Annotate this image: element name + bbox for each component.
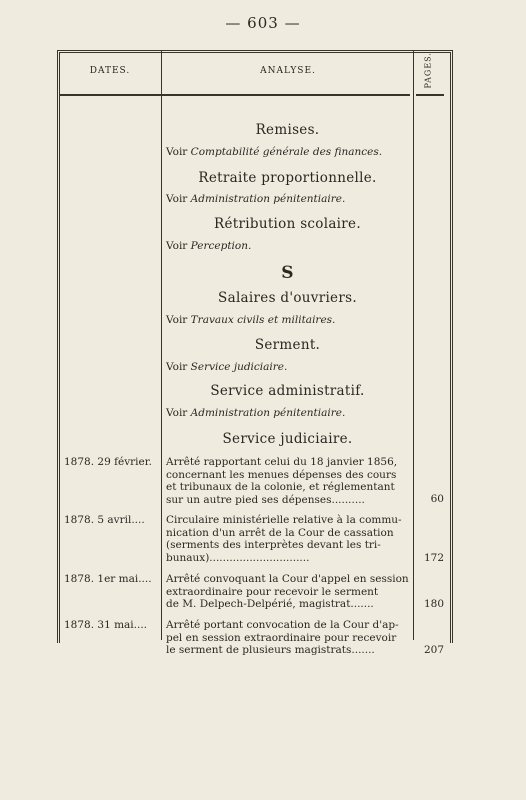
header-rule bbox=[60, 94, 410, 96]
see-also: Voir Administration pénitentiaire. bbox=[166, 407, 346, 419]
entry-text: Arrêté portant convocation de la Cour d'ap- pel en session extraordinaire pour recevoir le serment de plusieurs magistrats....... bbox=[166, 619, 399, 656]
see-also: Voir Service judiciaire. bbox=[166, 361, 288, 373]
see-also: Voir Perception. bbox=[166, 240, 252, 252]
section-heading: Service judiciaire. bbox=[222, 431, 353, 447]
header-rule-pages bbox=[416, 94, 444, 96]
section-heading: Serment. bbox=[254, 337, 321, 353]
see-also: Voir Comptabilité générale des finances. bbox=[166, 146, 383, 158]
page-number: — 603 — bbox=[225, 14, 301, 32]
section-heading: Rétribution scolaire. bbox=[214, 216, 361, 232]
entry-page: 207 bbox=[423, 644, 444, 656]
entry-page: 172 bbox=[423, 552, 444, 564]
entry-date: 1878. 5 avril.... bbox=[64, 514, 145, 526]
entry-text: Circulaire ministérielle relative à la commu- nication d'un arrêt de la Cour de cassation (serments des interprètes devant les tri- bunaux).............................. bbox=[166, 514, 402, 564]
section-heading: Retraite proportionnelle. bbox=[198, 170, 377, 186]
column-header-dates: DATES. bbox=[89, 66, 131, 76]
see-also: Voir Travaux civils et militaires. bbox=[166, 314, 336, 326]
column-divider-dates bbox=[161, 50, 162, 640]
entry-date: 1878. 29 février. bbox=[64, 456, 152, 468]
section-heading: Service administratif. bbox=[210, 383, 365, 399]
entry-page: 180 bbox=[423, 598, 444, 610]
entry-date: 1878. 31 mai.... bbox=[64, 619, 148, 631]
letter-heading: S bbox=[281, 263, 294, 283]
entry-text: Arrêté convoquant la Cour d'appel en session extraordinaire pour recevoir le serment de M. Delpech-Delpérié, magistrat....... bbox=[166, 573, 409, 610]
section-heading: Salaires d'ouvriers. bbox=[218, 290, 357, 306]
section-heading: Remises. bbox=[255, 122, 320, 138]
entry-page: 60 bbox=[430, 493, 444, 505]
entry-text: Arrêté rapportant celui du 18 janvier 1856, concernant les menues dépenses des cours et tribunaux de la colonie, et réglementant sur un autre pied ses dépenses.......... bbox=[166, 456, 398, 506]
column-header-pages: PAGES. bbox=[423, 52, 433, 89]
see-also: Voir Administration pénitentiaire. bbox=[166, 193, 346, 205]
column-header-analyse: ANALYSE. bbox=[260, 66, 316, 76]
entry-date: 1878. 1er mai.... bbox=[64, 573, 152, 585]
